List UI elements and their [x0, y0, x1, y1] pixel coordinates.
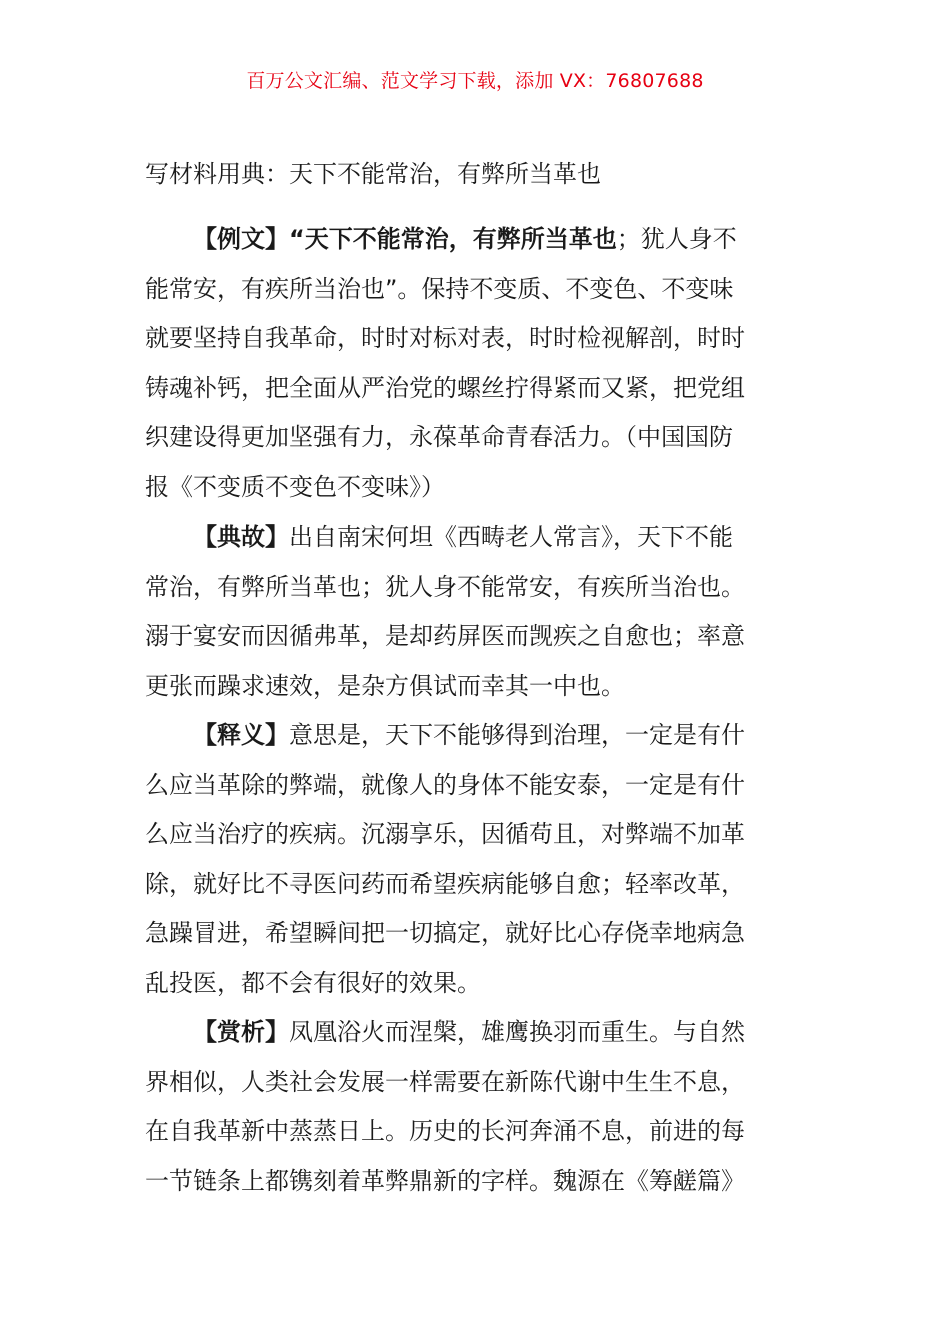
meaning-line: 乱投医，都不会有很好的效果。 — [145, 968, 481, 997]
allusion-line: 更张而躁求速效，是杂方俱试而幸其一中也。 — [145, 671, 625, 700]
example-line: 铸魂补钙，把全面从严治党的螺丝拧得紧而又紧，把党组 — [145, 373, 745, 402]
example-line: 就要坚持自我革命，时时对标对表，时时检视解剖，时时 — [145, 324, 745, 353]
document-title: 写材料用典：天下不能常治，有弊所当革也 — [145, 160, 601, 188]
allusion-line: 常治，有弊所当革也；犹人身不能常安，有疾所当治也。 — [145, 572, 745, 601]
allusion-first-line — [145, 513, 811, 563]
meaning-first-line — [145, 711, 811, 761]
appreciation-first-line — [145, 1008, 811, 1058]
meaning-line: 急躁冒进，希望瞬间把一切搞定，就好比心存侥幸地病急 — [145, 919, 745, 948]
appreciation-line: 一节链条上都镌刻着革弊鼎新的字样。魏源在《筹鹾篇》 — [145, 1166, 745, 1195]
example-quote: “天下不能常治，有弊所当革也 — [289, 225, 617, 253]
meaning-tag: 【释义】 — [193, 721, 289, 749]
meaning-line: 除，就好比不寻医问药而希望疾病能够自愈；轻率改革， — [145, 869, 745, 898]
appreciation-line: 界相似，人类社会发展一样需要在新陈代谢中生生不息， — [145, 1067, 745, 1096]
meaning-line: 么应当治疗的疾病。沉溺享乐，因循苟且，对弊端不加革 — [145, 820, 745, 849]
watermark-header: 百万公文汇编、范文学习下载，添加 VX：76807688 — [246, 70, 704, 92]
meaning-line: 么应当革除的弊端，就像人的身体不能安泰，一定是有什 — [145, 770, 745, 799]
allusion-line: 溺于宴安而因循弗革，是却药屏医而觊疾之自愈也；率意 — [145, 622, 745, 651]
example-section — [145, 215, 811, 513]
example-line: 报《不变质不变色不变味》） — [145, 472, 445, 501]
example-first-line — [145, 215, 811, 265]
meaning-section — [145, 711, 811, 1009]
example-line: 能常安，有疾所当治也”。保持不变质、不变色、不变味 — [145, 274, 734, 303]
example-line: 织建设得更加坚强有力，永葆革命青春活力。（中国国防 — [145, 423, 733, 452]
allusion-line-text: 出自南宋何坦《西畴老人常言》，天下不能 — [289, 523, 733, 551]
allusion-tag: 【典故】 — [193, 523, 289, 551]
allusion-section — [145, 513, 811, 711]
meaning-line-text: 意思是，天下不能够得到治理，一定是有什 — [289, 721, 745, 749]
example-line-text: ；犹人身不 — [616, 225, 737, 253]
appreciation-tag: 【赏析】 — [193, 1018, 289, 1046]
appreciation-section — [145, 1008, 811, 1206]
appreciation-line-text: 凤凰浴火而涅槃，雄鹰换羽而重生。与自然 — [289, 1018, 745, 1046]
example-tag: 【例文】 — [193, 225, 289, 253]
appreciation-line: 在自我革新中蒸蒸日上。历史的长河奔涌不息，前进的每 — [145, 1117, 745, 1146]
